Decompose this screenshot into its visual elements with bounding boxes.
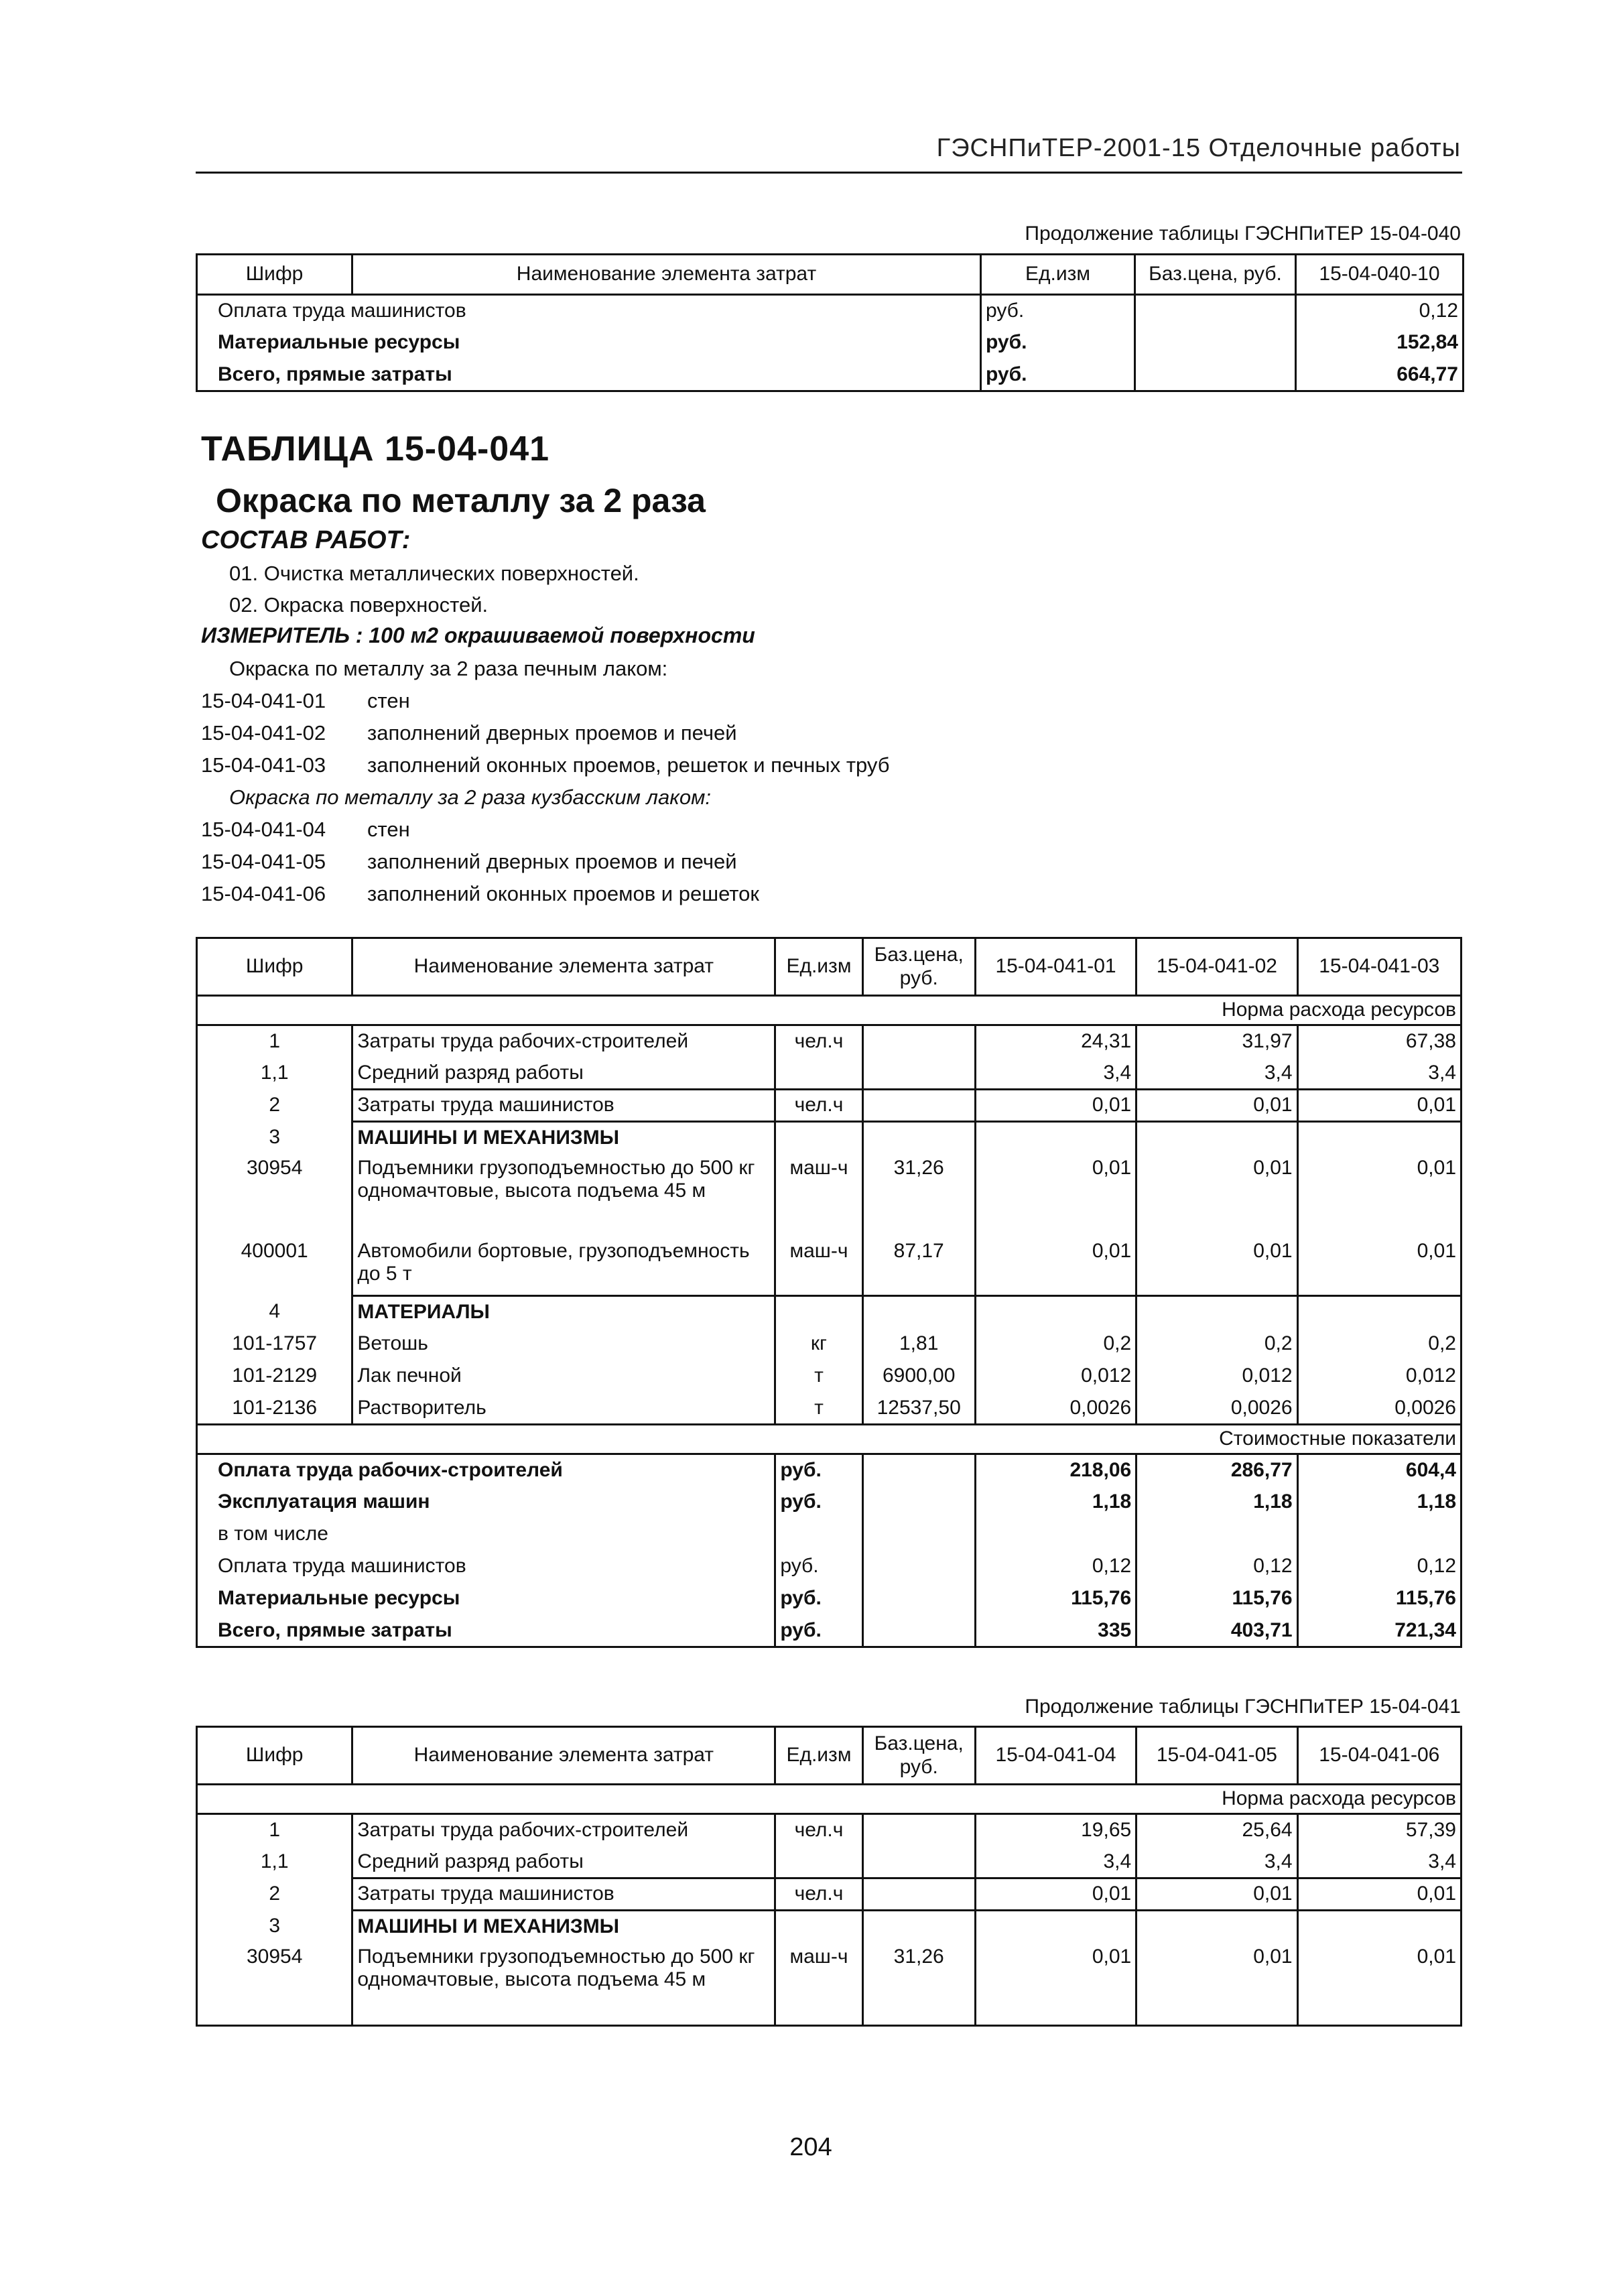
row-code: 3 — [269, 1126, 281, 1149]
top-cost-table — [196, 253, 1464, 392]
row-price — [1135, 327, 1296, 359]
row-value-2 — [1137, 1296, 1297, 1328]
work-item: 02. Окраска поверхностей. — [229, 593, 489, 617]
table-title: ТАБЛИЦА 15-04-041 — [201, 430, 550, 468]
row-value-1: 0,01 — [975, 1943, 1136, 2026]
row-price — [862, 1814, 975, 1846]
row-name: Подъемники грузоподъемностью до 500 кг одномачтовые, высота подъема 45 м — [352, 1943, 775, 2026]
row-value-2: 0,01 — [1137, 1154, 1297, 1237]
norma-row — [197, 996, 1462, 1025]
row-code: 101-2129 — [232, 1364, 318, 1387]
row-unit: кг — [775, 1328, 862, 1360]
group-item-name: заполнений дверных проемов и печей — [367, 721, 737, 745]
cost-unit: руб. — [775, 1583, 862, 1615]
row-name: Ветошь — [352, 1328, 775, 1360]
row-code: 30954 — [246, 1156, 303, 1179]
col-header-code: Шифр — [197, 1727, 352, 1785]
row-name: Средний разряд работы — [352, 1846, 775, 1878]
cost-name: Всего, прямые затраты — [218, 1618, 452, 1641]
table-header-row — [197, 938, 1462, 996]
col-header-price: Баз.цена, руб. — [862, 938, 975, 996]
row-name: Лак печной — [352, 1360, 775, 1393]
row-value-2: 0,012 — [1137, 1360, 1297, 1393]
row-value-1: 3,4 — [975, 1058, 1136, 1090]
cost-row — [197, 1519, 1462, 1551]
row-name: Растворитель — [352, 1393, 775, 1425]
table-row — [197, 327, 1464, 359]
row-unit: чел.ч — [775, 1878, 862, 1911]
table-row — [197, 1360, 1462, 1393]
table-row — [197, 1296, 1462, 1328]
page-number: 204 — [789, 2133, 832, 2161]
table-row — [197, 1058, 1462, 1090]
cost-unit — [775, 1519, 862, 1551]
row-value-3: 0,0026 — [1297, 1393, 1461, 1425]
page-header-title: ГЭСНПиТЕР-2001-15 Отделочные работы — [936, 134, 1461, 162]
row-value-2: 0,01 — [1137, 1878, 1297, 1911]
cost-name: Оплата труда рабочих-строителей — [218, 1459, 563, 1481]
row-unit: т — [775, 1360, 862, 1393]
row-name: МАШИНЫ И МЕХАНИЗМЫ — [352, 1122, 775, 1154]
norma-label: Норма расхода ресурсов — [197, 1785, 1462, 1814]
row-unit: чел.ч — [775, 1025, 862, 1058]
row-name: Автомобили бортовые, грузоподъемность до 5 т — [352, 1237, 775, 1296]
row-value-2: 25,64 — [1137, 1814, 1297, 1846]
cost-price — [862, 1551, 975, 1583]
row-unit: маш-ч — [775, 1943, 862, 2026]
cost-value-1: 335 — [975, 1615, 1136, 1647]
cost-row — [197, 1551, 1462, 1583]
group-item-code: 15-04-041-06 — [201, 882, 326, 905]
row-value-1: 0,012 — [975, 1360, 1136, 1393]
col-header-041-04: 15-04-041-04 — [975, 1727, 1136, 1785]
row-name: Затраты труда рабочих-строителей — [352, 1814, 775, 1846]
cost-value-3: 0,12 — [1297, 1551, 1461, 1583]
work-item: 01. Очистка металлических поверхностей. — [229, 562, 639, 585]
row-value-2: 0,01 — [1137, 1943, 1297, 2026]
row-name: Затраты труда машинистов — [352, 1090, 775, 1122]
table-row — [197, 1237, 1462, 1296]
row-code: 4 — [269, 1300, 281, 1323]
col-header-041-01: 15-04-041-01 — [975, 938, 1136, 996]
group-item-name: заполнений оконных проемов, решеток и печных труб — [367, 753, 890, 777]
continuation-label-top: Продолжение таблицы ГЭСНПиТЕР 15-04-040 — [1025, 222, 1461, 245]
row-price — [1135, 359, 1296, 391]
izmeritel: ИЗМЕРИТЕЛЬ : 100 м2 окрашиваемой поверхности — [201, 623, 755, 647]
row-code: 1,1 — [260, 1062, 289, 1084]
cost-value-2: 1,18 — [1137, 1486, 1297, 1519]
row-code: 101-1757 — [232, 1332, 318, 1355]
row-value-2: 3,4 — [1137, 1058, 1297, 1090]
cost-value-2: 115,76 — [1137, 1583, 1297, 1615]
row-price — [862, 1846, 975, 1878]
row-price: 12537,50 — [862, 1393, 975, 1425]
row-value-1: 24,31 — [975, 1025, 1136, 1058]
col-header-unit: Ед.изм — [775, 938, 862, 996]
row-unit — [775, 1846, 862, 1878]
header-divider — [196, 172, 1462, 174]
row-code: 1 — [269, 1030, 281, 1052]
row-code: 1,1 — [260, 1850, 289, 1873]
group-title: Окраска по металлу за 2 раза кузбасским лаком: — [229, 785, 711, 809]
table-header-row — [197, 255, 1464, 295]
cost-value-1 — [975, 1519, 1136, 1551]
table-header-row — [197, 1727, 1462, 1785]
row-name: Затраты труда рабочих-строителей — [352, 1025, 775, 1058]
row-unit: т — [775, 1393, 862, 1425]
row-name: Материальные ресурсы — [218, 331, 460, 354]
row-name: Подъемники грузоподъемностью до 500 кг одномачтовые, высота подъема 45 м — [352, 1154, 775, 1237]
norma-label: Норма расхода ресурсов — [197, 996, 1462, 1025]
row-price — [862, 1122, 975, 1154]
row-price: 6900,00 — [862, 1360, 975, 1393]
row-value-3: 67,38 — [1297, 1025, 1461, 1058]
cost-value-2 — [1137, 1519, 1297, 1551]
stoim-row — [197, 1425, 1462, 1454]
col-header-code: Шифр — [197, 938, 352, 996]
row-value: 664,77 — [1296, 359, 1464, 391]
row-code: 1 — [269, 1819, 281, 1841]
col-header-price: Баз.цена, руб. — [862, 1727, 975, 1785]
norma-row — [197, 1785, 1462, 1814]
main-resource-table — [196, 937, 1462, 1648]
group-item-name: стен — [367, 818, 410, 841]
col-header-041-05: 15-04-041-05 — [1137, 1727, 1297, 1785]
cost-value-1: 0,12 — [975, 1551, 1136, 1583]
cost-value-3: 115,76 — [1297, 1583, 1461, 1615]
table-row — [197, 1911, 1462, 1943]
cost-price — [862, 1454, 975, 1486]
row-value-2 — [1137, 1911, 1297, 1943]
row-price: 31,26 — [862, 1154, 975, 1237]
group-item-name: заполнений дверных проемов и печей — [367, 850, 737, 873]
table-row — [197, 359, 1464, 391]
row-unit: чел.ч — [775, 1814, 862, 1846]
col-header-price: Баз.цена, руб. — [1135, 255, 1296, 295]
col-header-name: Наименование элемента затрат — [352, 255, 981, 295]
cost-row — [197, 1454, 1462, 1486]
row-name: Средний разряд работы — [352, 1058, 775, 1090]
table-row — [197, 1025, 1462, 1058]
row-value: 152,84 — [1296, 327, 1464, 359]
row-value-1: 0,01 — [975, 1090, 1136, 1122]
row-value-2: 31,97 — [1137, 1025, 1297, 1058]
group-item-name: стен — [367, 689, 410, 712]
table-row — [197, 295, 1464, 327]
row-price — [862, 1058, 975, 1090]
row-value-2: 0,01 — [1137, 1237, 1297, 1296]
group-item-code: 15-04-041-05 — [201, 850, 326, 873]
cost-price — [862, 1615, 975, 1647]
row-code: 101-2136 — [232, 1396, 318, 1419]
row-unit: руб. — [981, 327, 1135, 359]
table-subtitle: Окраска по металлу за 2 раза — [216, 482, 706, 519]
row-unit — [775, 1911, 862, 1943]
table-row — [197, 1328, 1462, 1360]
col-header-name: Наименование элемента затрат — [352, 938, 775, 996]
row-unit: маш-ч — [775, 1237, 862, 1296]
row-value-3: 0,01 — [1297, 1237, 1461, 1296]
row-code: 3 — [269, 1915, 281, 1937]
table-row — [197, 1846, 1462, 1878]
group-item-code: 15-04-041-04 — [201, 818, 326, 841]
group-item-code: 15-04-041-03 — [201, 753, 326, 777]
col-header-unit: Ед.изм — [775, 1727, 862, 1785]
group-item-name: заполнений оконных проемов и решеток — [367, 882, 759, 905]
cost-value-3: 1,18 — [1297, 1486, 1461, 1519]
row-code: 2 — [269, 1883, 281, 1905]
group-item-code: 15-04-041-01 — [201, 689, 326, 712]
table-row — [197, 1943, 1462, 2026]
row-value-3: 0,01 — [1297, 1943, 1461, 2026]
cost-name: Эксплуатация машин — [218, 1490, 430, 1513]
row-name: МАШИНЫ И МЕХАНИЗМЫ — [352, 1911, 775, 1943]
row-price: 87,17 — [862, 1237, 975, 1296]
row-value-3: 3,4 — [1297, 1058, 1461, 1090]
cost-price — [862, 1583, 975, 1615]
table-row — [197, 1154, 1462, 1237]
row-name: Всего, прямые затраты — [218, 363, 452, 385]
row-value-2: 0,0026 — [1137, 1393, 1297, 1425]
col-header-041-03: 15-04-041-03 — [1297, 938, 1461, 996]
col-header-041-06: 15-04-041-06 — [1297, 1727, 1461, 1785]
row-code: 30954 — [246, 1945, 303, 1968]
row-value-1: 19,65 — [975, 1814, 1136, 1846]
cost-name: Оплата труда машинистов — [218, 1555, 466, 1578]
col-header-code-040-10: 15-04-040-10 — [1296, 255, 1464, 295]
row-value-3: 0,01 — [1297, 1154, 1461, 1237]
cost-value-1: 115,76 — [975, 1583, 1136, 1615]
row-value-3 — [1297, 1296, 1461, 1328]
cost-value-3 — [1297, 1519, 1461, 1551]
row-value-3 — [1297, 1911, 1461, 1943]
row-value-3: 57,39 — [1297, 1814, 1461, 1846]
table-row — [197, 1090, 1462, 1122]
row-value-3: 0,2 — [1297, 1328, 1461, 1360]
row-price: 31,26 — [862, 1943, 975, 2026]
cost-value-3: 604,4 — [1297, 1454, 1461, 1486]
cost-value-2: 0,12 — [1137, 1551, 1297, 1583]
col-header-unit: Ед.изм — [981, 255, 1135, 295]
row-value-1: 0,01 — [975, 1878, 1136, 1911]
row-value-2: 3,4 — [1137, 1846, 1297, 1878]
row-unit: маш-ч — [775, 1154, 862, 1237]
row-unit — [775, 1122, 862, 1154]
row-unit: руб. — [981, 295, 1135, 327]
row-price — [862, 1090, 975, 1122]
cost-value-3: 721,34 — [1297, 1615, 1461, 1647]
cost-name: в том числе — [218, 1523, 328, 1545]
row-price — [862, 1296, 975, 1328]
cost-value-1: 218,06 — [975, 1454, 1136, 1486]
row-value-3: 0,01 — [1297, 1090, 1461, 1122]
row-unit — [775, 1296, 862, 1328]
row-code: 400001 — [241, 1239, 308, 1262]
row-name: Оплата труда машинистов — [218, 300, 466, 322]
row-value-1 — [975, 1122, 1136, 1154]
row-value-1: 3,4 — [975, 1846, 1136, 1878]
group-title: Окраска по металлу за 2 раза печным лаком: — [229, 657, 668, 680]
cost-price — [862, 1486, 975, 1519]
row-price: 1,81 — [862, 1328, 975, 1360]
table-row — [197, 1393, 1462, 1425]
table-row — [197, 1878, 1462, 1911]
continuation-label-bottom: Продолжение таблицы ГЭСНПиТЕР 15-04-041 — [1025, 1696, 1461, 1718]
row-value-1: 0,0026 — [975, 1393, 1136, 1425]
cost-unit: руб. — [775, 1551, 862, 1583]
group-item-code: 15-04-041-02 — [201, 721, 326, 745]
row-price — [862, 1878, 975, 1911]
row-code: 2 — [269, 1094, 281, 1117]
row-price — [1135, 295, 1296, 327]
stoim-label: Стоимостные показатели — [197, 1425, 1462, 1454]
row-value-1 — [975, 1296, 1136, 1328]
cost-row — [197, 1486, 1462, 1519]
table-row — [197, 1122, 1462, 1154]
row-value-3 — [1297, 1122, 1461, 1154]
row-unit: чел.ч — [775, 1090, 862, 1122]
col-header-code: Шифр — [197, 255, 352, 295]
cost-unit: руб. — [775, 1486, 862, 1519]
cost-row — [197, 1583, 1462, 1615]
col-header-041-02: 15-04-041-02 — [1137, 938, 1297, 996]
row-value-1: 0,01 — [975, 1154, 1136, 1237]
cost-unit: руб. — [775, 1615, 862, 1647]
row-value-1: 0,01 — [975, 1237, 1136, 1296]
row-name: Затраты труда машинистов — [352, 1878, 775, 1911]
row-value-1 — [975, 1911, 1136, 1943]
row-value-2: 0,01 — [1137, 1090, 1297, 1122]
cost-price — [862, 1519, 975, 1551]
row-value-1: 0,2 — [975, 1328, 1136, 1360]
row-price — [862, 1025, 975, 1058]
row-value-2: 0,2 — [1137, 1328, 1297, 1360]
row-price — [862, 1911, 975, 1943]
row-value-3: 3,4 — [1297, 1846, 1461, 1878]
row-value-2 — [1137, 1122, 1297, 1154]
row-unit: руб. — [981, 359, 1135, 391]
cost-value-2: 286,77 — [1137, 1454, 1297, 1486]
row-value: 0,12 — [1296, 295, 1464, 327]
col-header-name: Наименование элемента затрат — [352, 1727, 775, 1785]
cost-value-2: 403,71 — [1137, 1615, 1297, 1647]
row-value-3: 0,01 — [1297, 1878, 1461, 1911]
cost-row — [197, 1615, 1462, 1647]
cost-unit: руб. — [775, 1454, 862, 1486]
table-row — [197, 1814, 1462, 1846]
row-name: МАТЕРИАЛЫ — [352, 1296, 775, 1328]
row-unit — [775, 1058, 862, 1090]
bottom-resource-table — [196, 1726, 1462, 2027]
sostav-label: СОСТАВ РАБОТ: — [201, 526, 411, 554]
cost-value-1: 1,18 — [975, 1486, 1136, 1519]
row-value-3: 0,012 — [1297, 1360, 1461, 1393]
cost-name: Материальные ресурсы — [218, 1587, 460, 1610]
